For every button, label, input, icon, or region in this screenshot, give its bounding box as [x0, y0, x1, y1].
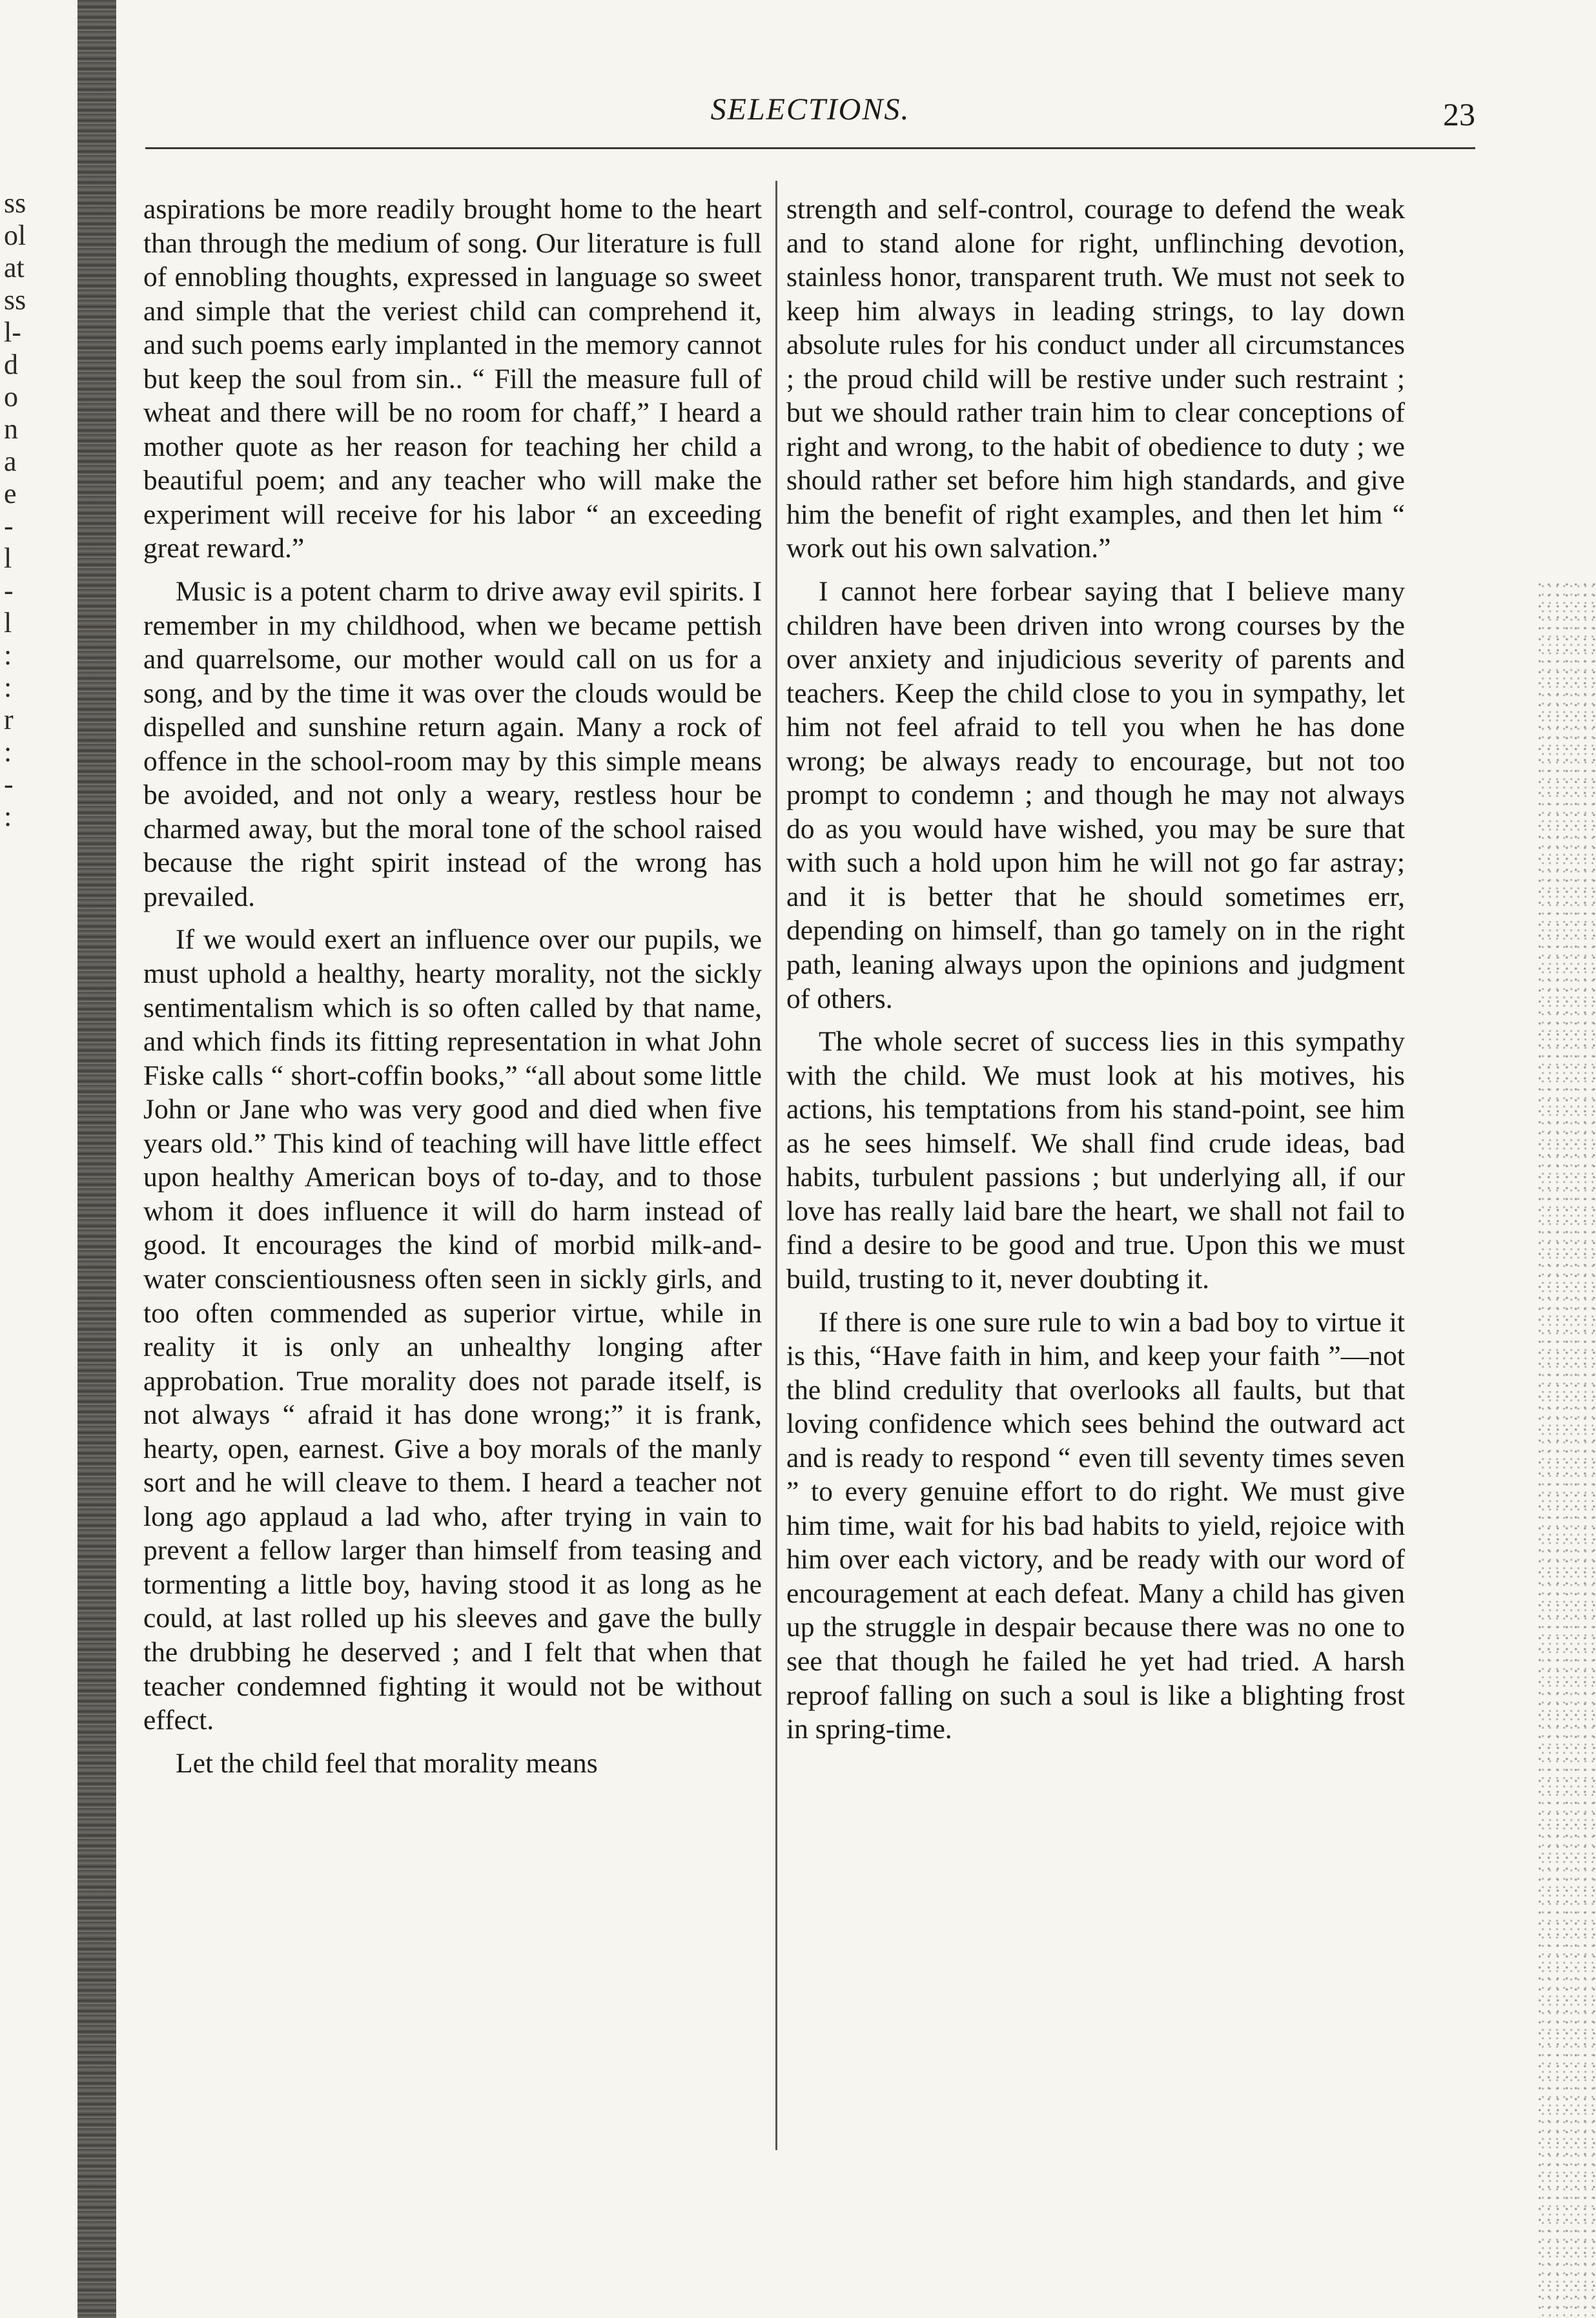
margin-fragment: a — [4, 446, 17, 477]
running-title: SELECTIONS. — [710, 92, 910, 127]
paragraph: Let the child feel that morality means — [176, 1747, 598, 1779]
margin-fragment: l — [4, 542, 12, 574]
paragraph: strength and self-control, courage to defend the weak and to stand alone for right, unflinching devotion, stainless honor, transparent truth. We must not seek to keep him always in leading strings, to lay down absolute rules for his conduct under all circumstances ; the proud child will be restive under such restraint ; but we should rather train him to clear conceptions of right and wrong, to the habit of obedience to duty ; we should rather set before him high standards, and give him the benefit of right examples, and then let him “ work out his own salvation.” — [786, 194, 1405, 564]
paragraph: aspirations be more readily brought home to the heart than through the medium of song. Our literature is full of ennobling thoughts, expressed in language so sweet and simple that the veriest child can comprehend it, and such poems early implanted in the memory cannot but keep the soul from sin.. “ Fill the measure full of wheat and there will be no room for chaff,” I heard a mother quote as her reason for teaching her child a beautiful poem; and any teacher who will make the experiment will receive for his labor “ an exceeding great reward.” — [143, 194, 762, 564]
header-rule — [145, 147, 1475, 149]
margin-fragment: e — [4, 478, 17, 509]
margin-fragment: r — [4, 704, 14, 735]
margin-fragment: o — [4, 381, 18, 413]
margin-fragment: n — [4, 413, 18, 445]
book-binding-edge — [77, 0, 116, 2318]
page-header — [145, 84, 1475, 149]
margin-fragment: - — [4, 768, 14, 800]
page-edge-speckle — [1538, 581, 1596, 2318]
paragraph: I cannot here forbear saying that I believe many children have been driven into wrong courses by the over anxiety and injudicious severity of parents and teachers. Keep the child close to you in sympathy, let him not feel afraid to tell you when he has done wrong; be always ready to encourage, but not too prompt to condemn ; and though he may not always do as you would have wished, you may be sure that with such a hold upon him he will not go far astray; and it is better that he should sometimes err, depending on himself, than go tamely on in the right path, leaning always upon the opinions and judgment of others. — [786, 576, 1405, 1014]
margin-fragment: l — [4, 607, 12, 639]
left-column — [143, 192, 762, 1789]
adjacent-page-margin-text — [4, 187, 30, 833]
paragraph: If there is one sure rule to win a bad boy to virtue it is this, “Have faith in him, and keep your faith ”—not the blind credulity that overlooks all faults, but that loving confidence which sees behind the outward act and is ready to respond “ even till seventy times seven ” to every genuine effort to do right. We must give him time, wait for his bad habits to yield, rejoice with him over each victory, and be ready with our word of encouragement at each defeat. Many a child has given up the struggle in despair because there was no one to see that though he failed he yet had tried. A harsh reproof falling on such a soul is like a blighting frost in spring-time. — [786, 1306, 1405, 1745]
margin-fragment: at — [4, 252, 25, 283]
paragraph: The whole secret of success lies in this sympathy with the child. We must look at his motives, his actions, his temptations from his stand-point, see him as he sees himself. We shall find crude ideas, bad habits, turbulent passions ; but underlying all, if our love has really laid bare the heart, we shall not fail to find a desire to be good and true. Upon this we must build, trusting to it, never doubting it. — [786, 1026, 1405, 1295]
column-divider — [775, 181, 777, 2150]
page-number: 23 — [1443, 96, 1475, 132]
margin-fragment: ol — [4, 220, 26, 251]
margin-fragment: d — [4, 349, 18, 380]
margin-fragment: ss — [4, 284, 26, 316]
margin-fragment: ss — [4, 187, 26, 219]
right-column — [786, 192, 1405, 1756]
margin-fragment: : — [4, 639, 12, 671]
margin-fragment: l- — [4, 316, 21, 348]
paragraph: If we would exert an influence over our pupils, we must uphold a healthy, hearty morality, not the sickly sentimentalism which is so often called by that name, and which finds its fitting representation in what John Fiske calls “ short-coffin books,” “all about some little John or Jane who was very good and died when five years old.” This kind of teaching will have little effect upon healthy American boys of to-day, and to those whom it does influence it will do harm instead of good. It encourages the kind of morbid milk-and-water conscientiousness often seen in sickly girls, and too often commended as superior virtue, while in reality it is only an unhealthy longing after approbation. True morality does not parade itself, is not always “ afraid it has done wrong;” it is frank, hearty, open, earnest. Give a boy morals of the manly sort and he will cleave to them. I heard a teacher not long ago applaud a lad who, after trying in vain to prevent a fellow larger than himself from teasing and tormenting a little boy, having stood it as long as he could, at last rolled up his sleeves and gave the bully the drubbing he deserved ; and I felt that when that teacher condemned fighting it would not be without effect. — [143, 924, 762, 1736]
margin-fragment: - — [4, 510, 14, 542]
margin-fragment: - — [4, 575, 14, 606]
margin-fragment: : — [4, 672, 12, 703]
paragraph: Music is a potent charm to drive away evil spirits. I remember in my childhood, when we became pettish and quarrelsome, our mother would call on us for a song, and by the time it was over the clouds would be dispelled and sunshine return again. Many a rock of offence in the school-room may by this simple means be avoided, and not only a weary, restless hour be charmed away, but the moral tone of the school raised because the right spirit instead of the wrong has prevailed. — [143, 576, 762, 912]
margin-fragment: : — [4, 801, 12, 832]
margin-fragment: : — [4, 736, 12, 768]
